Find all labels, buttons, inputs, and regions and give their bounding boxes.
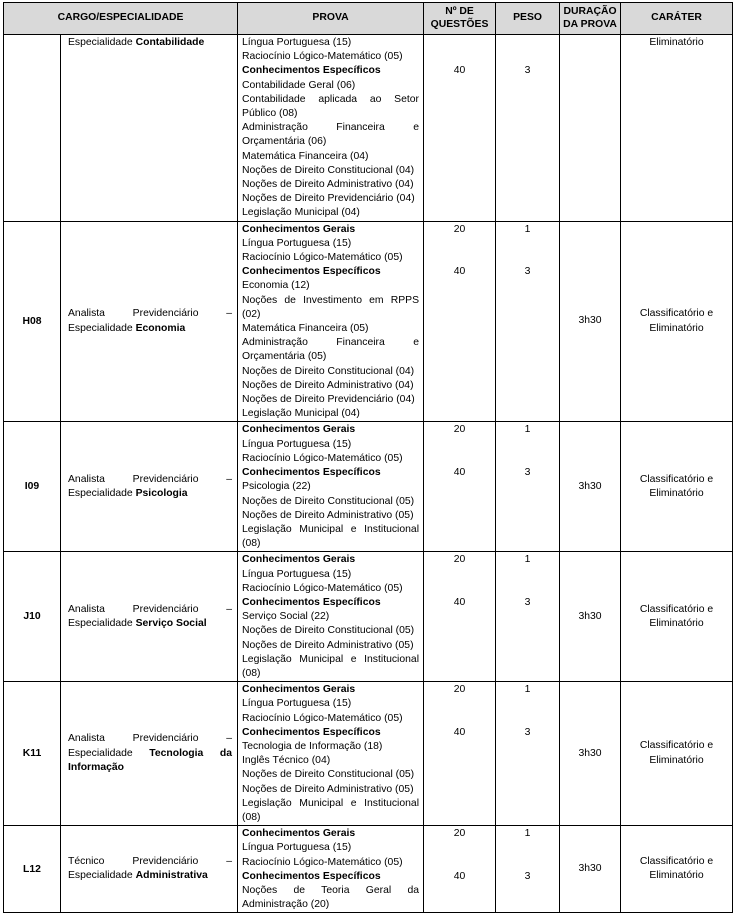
weight-value: 3 [524,726,531,738]
cargo-code: K11 [4,682,61,826]
weight-value: 1 [524,223,531,235]
peso-cell [496,682,560,826]
prova-list [238,552,424,682]
blank-line [496,452,559,466]
exam-table [3,2,733,913]
table-row [4,826,733,913]
cargo-title: Analista Previdenciário – Especialidade [68,733,233,759]
header-questoes: Nº DE QUESTÕES [424,3,496,35]
prova-section-heading: Conhecimentos Gerais [242,223,356,235]
blank-line [496,237,559,251]
prova-subject: Noções de Direito Administrativo (05) [242,783,414,795]
prova-subject: Administração Financeira e Orçamentária (06) [242,122,420,148]
cargo-title: Técnico Previdenciário – Especialidade [68,856,233,882]
prova-subject: Língua Portuguesa (15) [242,568,352,580]
prova-subject: Raciocínio Lógico-Matemático (05) [242,51,403,63]
question-count: 40 [453,870,466,882]
question-count: 20 [453,828,466,840]
header-row [4,3,733,35]
cargo-title: Analista Previdenciário – Especialidade [68,473,233,499]
questoes-cell [424,552,496,682]
prova-list [238,221,424,422]
peso-cell [496,552,560,682]
carater-cell: Classificatório e Eliminatório [621,682,733,826]
blank-line [424,697,495,711]
prova-subject: Contabilidade aplicada ao Setor Público (08) [242,93,420,120]
questoes-cell [424,682,496,826]
carater-cell: Classificatório e Eliminatório [621,552,733,682]
especialidade-name: Psicologia [135,487,188,499]
peso-cell [496,826,560,913]
blank-line [496,36,559,50]
prova-section-heading: Conhecimentos Específicos [242,65,381,77]
blank-line [496,712,559,726]
header-duracao: DURAÇÃO DA PROVA [560,3,621,35]
prova-subject: Raciocínio Lógico-Matemático (05) [242,252,403,264]
especialidade-name: Administrativa [135,870,208,882]
blank-line [424,50,495,64]
question-count: 40 [453,467,466,479]
duracao-cell: 3h30 [560,422,621,552]
question-count: 20 [453,684,466,696]
blank-line [496,697,559,711]
prova-section-heading: Conhecimentos Específicos [242,870,381,882]
blank-line [496,568,559,582]
questoes-cell [424,221,496,422]
header-peso: PESO [496,3,560,35]
blank-line [496,582,559,596]
blank-line [496,50,559,64]
blank-line [496,438,559,452]
cargo-code: H08 [4,221,61,422]
especialidade-name: Economia [135,322,186,334]
cargo-code [4,35,61,222]
prova-subject: Inglês Técnico (04) [242,755,331,767]
questoes-cell [424,35,496,222]
prova-subject: Economia (12) [242,280,310,292]
prova-subject: Noções de Direito Previdenciário (04) [242,394,415,406]
prova-subject: Administração Financeira e Orçamentária (05) [242,337,420,363]
peso-cell [496,422,560,552]
prova-subject: Serviço Social (22) [242,611,330,623]
prova-subject: Noções de Direito Constitucional (04) [242,164,415,176]
exam-table-body [4,35,733,913]
prova-subject: Língua Portuguesa (15) [242,842,352,854]
especialidade-name: Tecnologia da Informação [68,747,232,773]
weight-value: 3 [524,596,531,608]
prova-section-heading: Conhecimentos Específicos [242,266,381,278]
cargo-code: I09 [4,422,61,552]
prova-subject: Legislação Municipal (04) [242,207,360,219]
duracao-cell: 3h30 [560,682,621,826]
prova-subject: Noções de Direito Constitucional (04) [242,365,415,377]
cargo-especialidade [61,826,238,913]
prova-subject: Matemática Financeira (04) [242,150,369,162]
blank-line [496,856,559,870]
carater-cell: Classificatório e Eliminatório [621,221,733,422]
cargo-especialidade [61,682,238,826]
prova-section-heading: Conhecimentos Gerais [242,828,356,840]
blank-line [424,251,495,265]
questoes-cell [424,422,496,552]
question-count: 20 [453,554,466,566]
weight-value: 3 [524,467,531,479]
prova-subject: Matemática Financeira (05) [242,323,369,335]
prova-subject: Raciocínio Lógico-Matemático (05) [242,712,403,724]
weight-value: 1 [524,828,531,840]
blank-line [424,568,495,582]
prova-subject: Raciocínio Lógico-Matemático (05) [242,856,403,868]
prova-subject: Legislação Municipal e Institucional (08) [242,797,420,823]
prova-subject: Legislação Municipal (04) [242,408,360,420]
carater-cell: Classificatório e Eliminatório [621,422,733,552]
blank-line [424,237,495,251]
duracao-cell: 3h30 [560,826,621,913]
blank-line [424,452,495,466]
question-count: 40 [453,596,466,608]
prova-subject: Língua Portuguesa (15) [242,698,352,710]
carater-cell: Classificatório e Eliminatório [621,826,733,913]
cargo-especialidade [61,221,238,422]
especialidade-name: Contabilidade [135,37,205,48]
carater-cell: Eliminatório [621,35,733,222]
weight-value: 1 [524,424,531,436]
questoes-cell [424,826,496,913]
prova-subject: Língua Portuguesa (15) [242,438,352,450]
table-row [4,552,733,682]
weight-value: 1 [524,554,531,566]
question-count: 40 [453,65,466,77]
prova-subject: Noções de Direito Constitucional (05) [242,495,415,507]
prova-subject: Noções de Direito Previdenciário (04) [242,193,415,205]
question-count: 20 [453,223,466,235]
weight-value: 3 [524,266,531,278]
blank-line [424,582,495,596]
prova-subject: Língua Portuguesa (15) [242,237,352,249]
prova-list [238,682,424,826]
exam-table-page [3,2,732,913]
prova-list [238,422,424,552]
prova-subject: Noções de Direito Administrativo (05) [242,639,414,651]
cargo-especialidade [61,35,238,222]
table-row [4,682,733,826]
peso-cell [496,221,560,422]
prova-subject: Contabilidade Geral (06) [242,79,356,91]
blank-line [424,841,495,855]
cargo-code: J10 [4,552,61,682]
prova-subject: Noções de Investimento em RPPS (02) [242,294,420,320]
blank-line [424,438,495,452]
cargo-especialidade [61,552,238,682]
duracao-cell: 3h30 [560,221,621,422]
prova-subject: Noções de Direito Administrativo (05) [242,509,414,521]
blank-line [424,36,495,50]
question-count: 40 [453,726,466,738]
blank-line [424,856,495,870]
table-row [4,221,733,422]
prova-subject: Língua Portuguesa (15) [242,37,352,48]
prova-section-heading: Conhecimentos Gerais [242,554,356,566]
cargo-code: L12 [4,826,61,913]
prova-subject: Raciocínio Lógico-Matemático (05) [242,452,403,464]
prova-subject: Noções de Direito Administrativo (04) [242,379,414,391]
prova-subject: Noções de Direito Administrativo (04) [242,179,414,191]
blank-line [424,712,495,726]
weight-value: 3 [524,870,531,882]
prova-section-heading: Conhecimentos Específicos [242,726,381,738]
cargo-title: Analista Previdenciário – Especialidade [68,603,233,629]
cargo-title: Especialidade [68,37,136,48]
weight-value: 3 [524,65,531,77]
prova-list [238,35,424,222]
prova-list [238,826,424,913]
blank-line [496,841,559,855]
header-carater: CARÁTER [621,3,733,35]
table-row [4,35,733,222]
blank-line [496,251,559,265]
question-count: 40 [453,266,466,278]
prova-section-heading: Conhecimentos Específicos [242,467,381,479]
table-row [4,422,733,552]
prova-subject: Tecnologia de Informação (18) [242,740,383,752]
cargo-title: Analista Previdenciário – Especialidade [68,308,233,334]
prova-section-heading: Conhecimentos Específicos [242,596,381,608]
question-count: 20 [453,424,466,436]
duracao-cell: 3h30 [560,552,621,682]
prova-subject: Noções de Direito Constitucional (05) [242,769,415,781]
prova-subject: Noções de Direito Constitucional (05) [242,625,415,637]
prova-subject: Raciocínio Lógico-Matemático (05) [242,582,403,594]
weight-value: 1 [524,684,531,696]
prova-subject: Noções de Teoria Geral da Administração (20) [242,884,420,911]
prova-section-heading: Conhecimentos Gerais [242,424,356,436]
cargo-especialidade [61,422,238,552]
especialidade-name: Serviço Social [135,617,207,629]
prova-subject: Legislação Municipal e Institucional (08) [242,653,420,679]
duracao-cell [560,35,621,222]
peso-cell [496,35,560,222]
header-prova: PROVA [238,3,424,35]
prova-subject: Legislação Municipal e Institucional (08) [242,523,420,550]
header-cargo: CARGO/ESPECIALIDADE [4,3,238,35]
prova-section-heading: Conhecimentos Gerais [242,684,356,696]
prova-subject: Psicologia (22) [242,481,311,493]
